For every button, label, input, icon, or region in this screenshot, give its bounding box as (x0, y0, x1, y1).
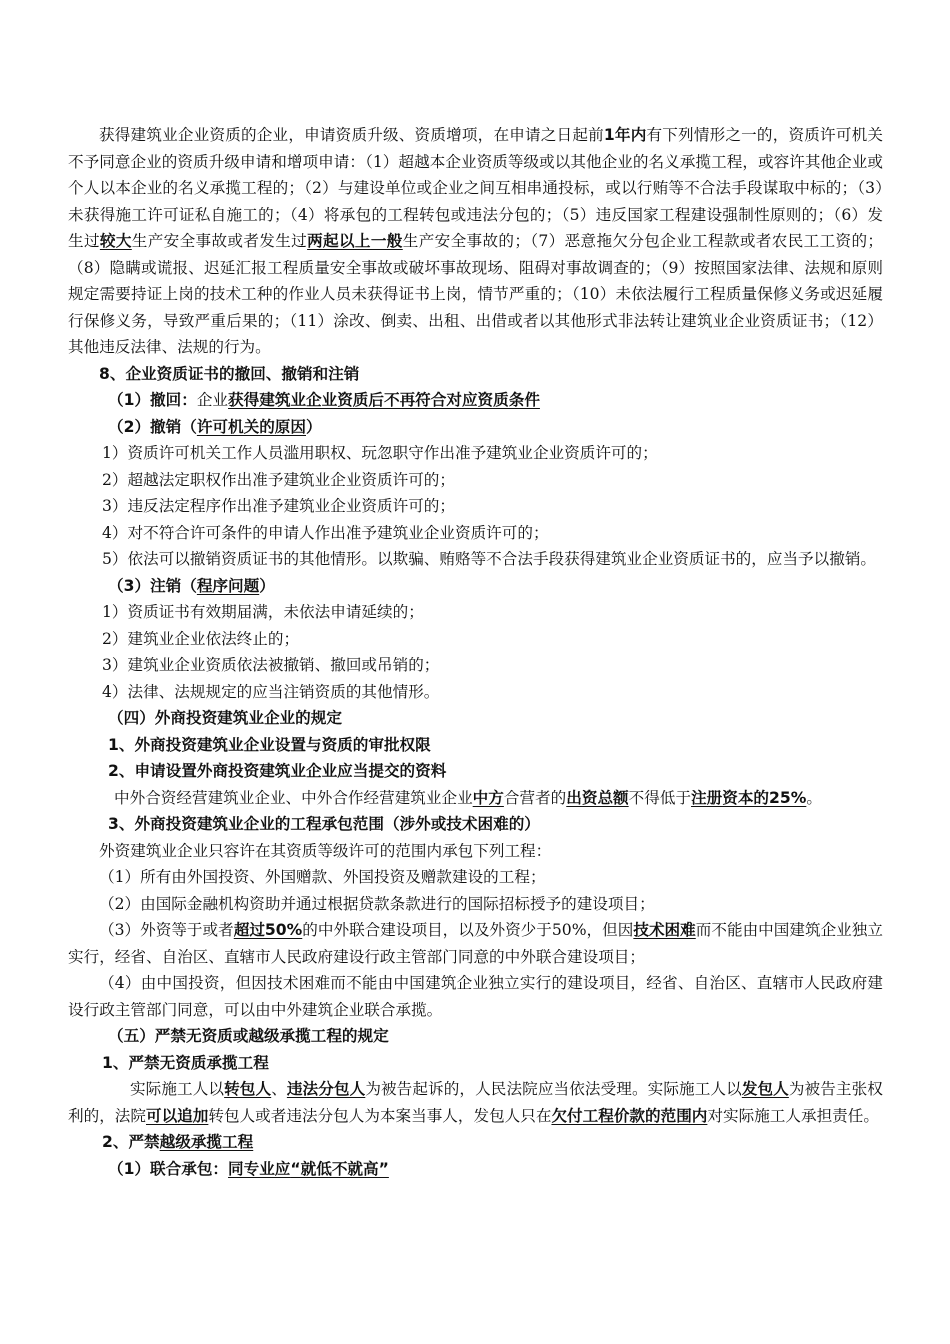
item-label: ） (306, 417, 322, 436)
item-label: （2）撤销（ (108, 417, 197, 436)
item-label: ） (259, 576, 275, 595)
list-item: 4）对不符合许可条件的申请人作出准予建筑业企业资质许可的； (102, 523, 549, 542)
item-joint-contracting (68, 1156, 883, 1183)
emphasis-text: 可以追加 (145, 1106, 209, 1125)
paragraph-actual-builder (68, 1076, 883, 1129)
text-run: 为被告主张权利的，法院 (68, 1080, 883, 1125)
item-label: （3）注销（ (108, 576, 197, 595)
emphasis-text: “就低不就高” (290, 1159, 389, 1178)
emphasis-text: 程序问题 (196, 576, 260, 595)
paragraph-scope-intro: 外资建筑业企业只容许在其资质等级许可的范围内承包下列工程： (99, 841, 552, 860)
heading-over-level (68, 1129, 883, 1156)
list-item: 2）建筑业企业依法终止的； (102, 629, 300, 648)
emphasis-text: 发包人 (741, 1080, 789, 1098)
paragraph-capital-ratio (68, 785, 883, 812)
text-run: 2、严禁 (102, 1133, 160, 1151)
heading-contracting-scope: 3、外商投资建筑业企业的工程承包范围（涉外或技术困难的） (108, 815, 540, 833)
emphasis-text: 1年内 (603, 126, 647, 144)
section-title-foreign-investment: （四）外商投资建筑业企业的规定 (108, 709, 342, 727)
text-run: 实际施工人以 (130, 1080, 225, 1098)
text-run: 获得建筑业企业资质的企业，申请资质升级、资质增项，在申请之日起前 (99, 126, 604, 144)
item-label: （1）联合承包： (108, 1159, 229, 1178)
heading-application-materials: 2、申请设置外商投资建筑业企业应当提交的资料 (108, 762, 447, 780)
text-run: 不得低于 (628, 788, 692, 807)
text-run: 而不能由中国建筑企业独立实行，经省、自治区、直辖市人民政府建设行政主管部门同意的中外联合建设项目； (68, 921, 883, 966)
text-run: （3）外资等于或者 (99, 921, 234, 939)
list-item (68, 917, 883, 970)
emphasis-text: 转包人 (224, 1080, 272, 1098)
emphasis-text: 越级承揽工程 (159, 1133, 254, 1151)
emphasis-text: 两起以上一般 (307, 232, 403, 250)
emphasis-text: 欠付工程价款的范围内 (551, 1106, 708, 1125)
emphasis-text: 许可机关的原因 (196, 417, 306, 436)
text-run: 合营者的 (503, 788, 567, 807)
item-deregister (68, 573, 883, 600)
emphasis-text: 注册资本的25% (691, 788, 807, 807)
emphasis-text: 中方 (472, 788, 504, 807)
emphasis-text: 技术困难 (633, 921, 696, 939)
list-item: （2）由国际金融机构资助并通过根据贷款条款进行的国际招标授予的建设项目； (99, 894, 655, 913)
list-item: 1）资质许可机关工作人员滥用职权、玩忽职守作出准予建筑业企业资质许可的； (102, 444, 658, 462)
list-item: 3）违反法定程序作出准予建筑业企业资质许可的； (102, 497, 455, 515)
text-run: 生产安全事故或者发生过 (131, 232, 308, 250)
heading-approval-authority: 1、外商投资建筑业企业设置与资质的审批权限 (108, 735, 431, 754)
list-item: （1）所有由外国投资、外国赠款、外国投资及赠款建设的工程； (99, 868, 546, 886)
list-item: 5）依法可以撤销资质证书的其他情形。以欺骗、贿赂等不合法手段获得建筑业企业资质证书的，应当予以撤销。 (102, 550, 877, 568)
emphasis-text: 较大 (99, 232, 132, 250)
text-run: 生产安全事故的；（7）恶意拖欠分包企业工程款或者农民工工资的；（8）隐瞒或谎报、迟延汇报工程质量安全事故或破坏事故现场、阻碍对事故调查的；（9）按照国家法律、法规和原则规定需要持证上岗的技术工种的作业人员未获得证书上岗，情节严重的；（10）未依法履行工程质量保修义务或迟延履行保修义务，导致严重后果的；（11）涂改、倒卖、出租、出借或者以其他形式非法转让建筑业企业资质证书；（12）其他违反法律、法规的行为。 (68, 232, 883, 356)
emphasis-text: 超过50% (233, 921, 303, 939)
item-revoke (68, 387, 883, 414)
list-item: （4）由中国投资，但因技术困难而不能由中国建筑企业独立实行的建设项目，经省、自治区、直辖市人民政府建设行政主管部门同意，可以由中外建筑企业联合承揽。 (68, 974, 883, 1019)
item-label: （1）撤回： (108, 391, 197, 409)
emphasis-text: 出资总额 (566, 788, 629, 807)
text-run: 中外合资经营建筑业企业、中外合作经营建筑业企业 (114, 788, 473, 807)
text-run: 企业 (196, 391, 229, 409)
emphasis-text: 违法分包人 (286, 1080, 366, 1098)
text-run: 、 (271, 1080, 287, 1098)
paragraph-qualification-upgrade (68, 122, 883, 361)
list-item: 3）建筑业企业资质依法被撤销、撤回或吊销的； (102, 656, 440, 674)
emphasis-text: 获得建筑业企业资质后不再符合对应资质条件 (228, 391, 540, 409)
text-run: 转包人或者违法分包人为本案当事人，发包人只在 (208, 1106, 552, 1125)
emphasis-text: 同专业应 (228, 1159, 291, 1178)
text-run: 有下列情形之一的，资质许可机关不予同意企业的资质升级申请和增项申请：（1）超越本企业资质等级或以其他企业的名义承揽工程，或容许其他企业或个人以本企业的名义承揽工程的；（2）与建设单位或企业之间互相串通投标，或以行贿等不合法手段谋取中标的；（3）未获得施工许可证私自施工的；（4）将承包的工程转包或违法分包的；（5）违反国家工程建设强制性原则的；（6）发生过 (68, 126, 883, 250)
text-run: 。 (806, 788, 822, 807)
document-page (68, 122, 883, 1182)
text-run: 为被告起诉的，人民法院应当依法受理。实际施工人以 (365, 1080, 742, 1098)
heading-no-qualification: 1、严禁无资质承揽工程 (102, 1053, 269, 1072)
list-item: 2）超越法定职权作出准予建筑业企业资质许可的； (102, 470, 455, 489)
heading-certificate-revocation: 8、企业资质证书的撤回、撤销和注销 (99, 364, 360, 383)
text-run: 对实际施工人承担责任。 (707, 1106, 879, 1125)
list-item: 1）资质证书有效期届满，未依法申请延续的； (102, 603, 424, 621)
text-run: 的中外联合建设项目，以及外资少于50%，但因 (302, 921, 634, 939)
item-cancel (68, 414, 883, 441)
list-item: 4）法律、法规规定的应当注销资质的其他情形。 (102, 682, 440, 701)
section-title-no-qualification: （五）严禁无资质或越级承揽工程的规定 (108, 1027, 389, 1045)
